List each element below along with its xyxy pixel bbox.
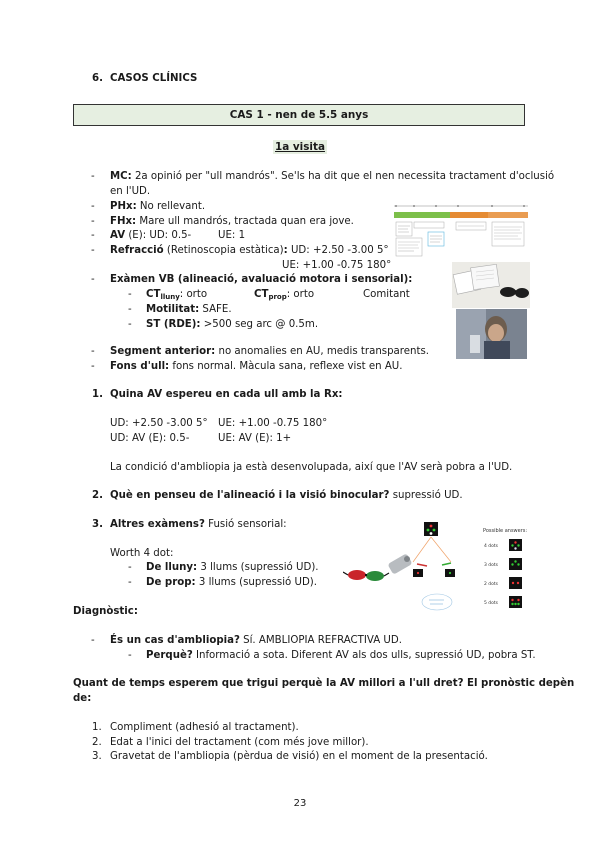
q1-number: 1. — [92, 389, 103, 400]
q1-ue-av: UE: AV (E): 1+ — [218, 433, 292, 444]
bullet-dash: - — [128, 650, 132, 661]
prognosis-line-1: Quant de temps esperem que trigui perquè la AV millori a l'ull dret? El pronòstic depèn — [73, 678, 575, 689]
timeline-graphic — [392, 200, 530, 260]
bullet-dash: - — [91, 346, 95, 357]
bullet-dash: - — [91, 245, 95, 256]
bullet-dash: - — [91, 635, 95, 646]
page-number: 23 — [293, 798, 307, 809]
motility-line: Motilitat: SAFE. — [146, 304, 232, 315]
visit-title: 1a visita — [275, 141, 325, 153]
worth-far: De lluny: 3 llums (supressió UD). — [146, 562, 319, 573]
bullet-dash: - — [128, 562, 132, 573]
prognosis-line-2: de: — [73, 693, 92, 704]
q1-ud-av: UD: AV (E): 0.5- — [110, 433, 190, 444]
flashlight-icon — [387, 553, 412, 574]
diagnosis-why: Perquè? Informació a sota. Diferent AV als dos ulls, supressió UD, pobra ST. — [146, 650, 536, 661]
case-title-box — [73, 104, 525, 126]
worth-answer-label: 5 dots — [484, 601, 499, 606]
mc-line-2: en l'UD. — [110, 186, 151, 197]
prognosis-item: Edat a l'inici del tractament (com més jove millor). — [110, 737, 369, 748]
worth-title: Worth 4 dot: — [110, 548, 174, 559]
mc-line: MC: 2a opinió per "ull mandrós". Se'ls ha dit que el nen necessita tractament d'oclusió — [110, 171, 555, 182]
fundus-line: Fons d'ull: fons normal. Màcula sana, reflexe vist en AU. — [110, 361, 403, 372]
worth-4-dot-figure — [343, 522, 533, 614]
bullet-dash: - — [91, 216, 95, 227]
worth-4-dot-graphic — [343, 522, 533, 614]
refraction-ue: UE: +1.00 -0.75 180° — [282, 260, 392, 271]
vb-exam-line: Exàmen VB (alineació, avaluació motora i sensorial): — [110, 274, 413, 285]
q1-ud-rx: UD: +2.50 -3.00 5° — [110, 418, 208, 429]
worth-answer-label: 3 dots — [484, 563, 499, 568]
av-ue: UE: 1 — [218, 230, 246, 241]
bullet-dash: - — [91, 201, 95, 212]
child-photo-graphic — [456, 309, 527, 359]
bullet-dash: - — [128, 319, 132, 330]
bullet-dash: - — [128, 577, 132, 588]
prognosis-num: 3. — [92, 751, 102, 762]
stereo-test-graphic — [452, 262, 530, 308]
diagnosis-question: És un cas d'ambliopia? Sí. AMBLIOPIA REFRACTIVA UD. — [110, 635, 402, 646]
section-number: 6. — [92, 73, 103, 84]
refraction-line: Refracció (Retinoscopia estàtica): UD: +2.50 -3.00 5° — [110, 245, 389, 256]
bullet-dash: - — [128, 289, 132, 300]
q1-question: Quina AV espereu en cada ull amb la Rx: — [110, 389, 343, 400]
prognosis-num: 1. — [92, 722, 102, 733]
bullet-dash: - — [91, 230, 95, 241]
q1-ue-rx: UE: +1.00 -0.75 180° — [218, 418, 328, 429]
q2-number: 2. — [92, 490, 103, 501]
anterior-segment-line: Segment anterior: no anomalies en AU, medis transparents. — [110, 346, 430, 357]
q3-line: Altres exàmens? Fusió sensorial: — [110, 519, 287, 530]
treatment-timeline-figure — [392, 200, 530, 260]
worth-answer-label: 2 dots — [484, 582, 499, 587]
worth-answer-label: 4 dots — [484, 544, 499, 549]
red-green-glasses-icon — [343, 570, 389, 581]
worth-near: De prop: 3 llums (supressió UD). — [146, 577, 318, 588]
stereo-test-photo — [452, 262, 530, 308]
bullet-dash: - — [91, 171, 95, 182]
bullet-dash: - — [91, 361, 95, 372]
section-title: CASOS CLÍNICS — [110, 73, 198, 84]
fhx-line: FHx: Mare ull mandrós, tractada quan era jove. — [110, 216, 354, 227]
diagnosis-title: Diagnòstic: — [73, 606, 138, 617]
worth-answers-header: Possible answers: — [483, 528, 528, 534]
case-title: CAS 1 - nen de 5.5 anys — [229, 109, 369, 121]
ct-lluny: $CT_{lluny}$: orto — [146, 289, 208, 301]
prognosis-item: Gravetat de l'ambliopia (pèrdua de visió) en el moment de la presentació. — [110, 751, 488, 762]
q3-number: 3. — [92, 519, 103, 530]
bullet-dash: - — [91, 274, 95, 285]
q2-line: Què en penseu de l'alineació i la visió binocular? supressió UD. — [110, 490, 463, 501]
comitant-label: Comitant — [363, 289, 410, 300]
prognosis-num: 2. — [92, 737, 102, 748]
child-photo — [456, 309, 527, 359]
bullet-dash: - — [128, 304, 132, 315]
stereo-line: ST (RDE): >500 seg arc @ 0.5m. — [146, 319, 319, 330]
prognosis-item: Compliment (adhesió al tractament). — [110, 722, 299, 733]
q1-answer: La condició d'ambliopia ja està desenvolupada, així que l'AV serà pobra a l'UD. — [110, 462, 513, 473]
av-line: AV (E): UD: 0.5- — [110, 230, 192, 241]
ct-prop: $CT_{prop}$: orto — [254, 289, 315, 301]
phx-line: PHx: No rellevant. — [110, 201, 206, 212]
